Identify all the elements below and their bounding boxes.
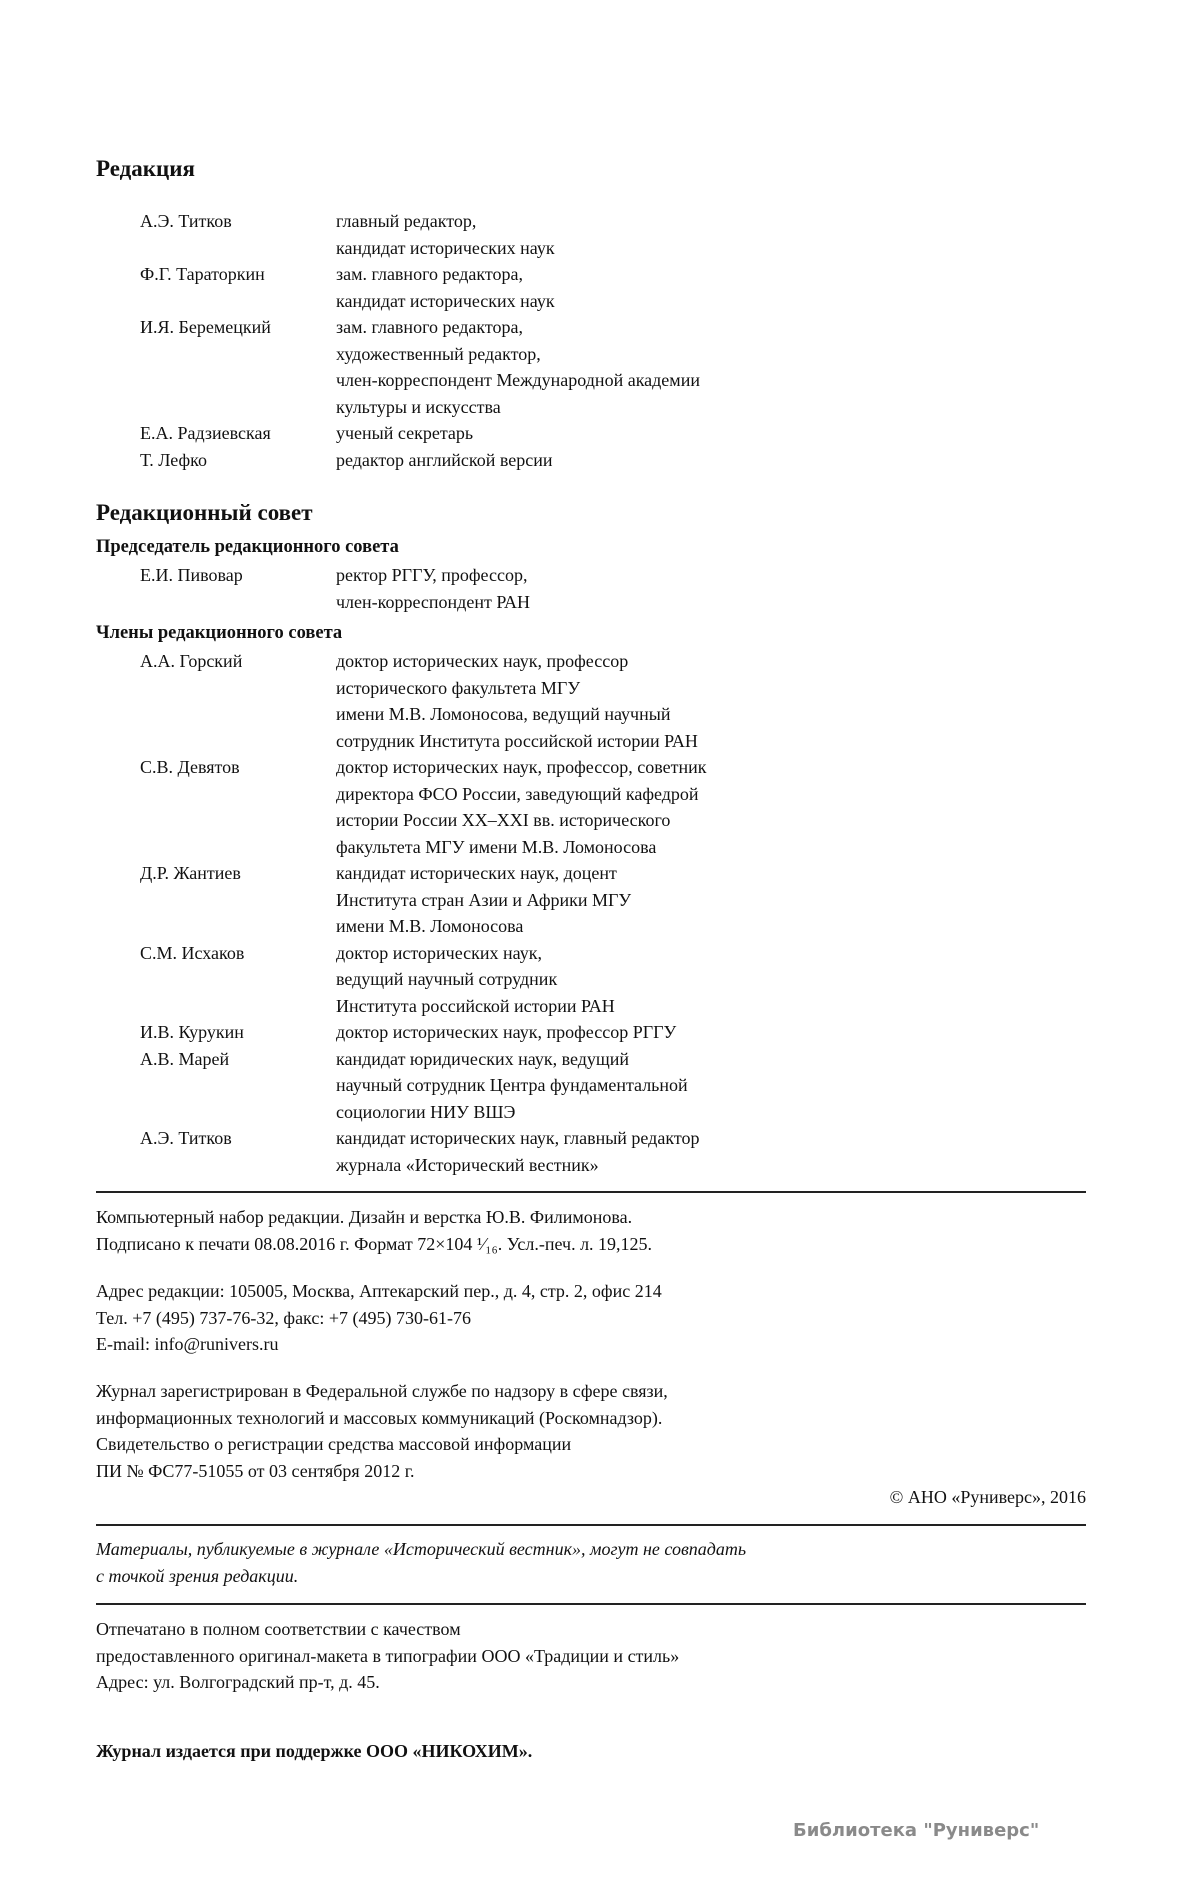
person-row [0, 940, 1200, 967]
person-row [0, 993, 1200, 1020]
person-role: художественный редактор, [336, 343, 541, 364]
person-row [0, 887, 1200, 914]
person-role: Института стран Азии и Африки МГУ [336, 889, 632, 910]
person-row [0, 1125, 1200, 1152]
person-name: Е.И. Пивовар [140, 565, 243, 585]
person-role: зам. главного редактора, [336, 317, 524, 337]
person-row [0, 913, 1200, 940]
person-role: доктор исторических наук, профессор РГГУ [336, 1022, 677, 1042]
disclaimer [96, 1536, 746, 1589]
text-line: Свидетельство о регистрации средства массовой информации [96, 1434, 572, 1454]
person-name: А.Э. Титков [140, 211, 232, 231]
person-role: ведущий научный сотрудник [336, 969, 558, 989]
person-row [0, 420, 1200, 447]
person-name: Т. Лефко [140, 449, 207, 470]
text-line: Тел. +7 (495) 737-76-32, факс: +7 (495) 730-61-76 [96, 1307, 471, 1328]
text-line: информационных технологий и массовых коммуникаций (Роскомнадзор). [96, 1407, 663, 1428]
person-row [0, 261, 1200, 288]
person-row [0, 314, 1200, 341]
person-row [0, 589, 1200, 616]
person-row [0, 834, 1200, 861]
person-name: С.В. Девятов [140, 757, 240, 777]
chair-heading: Председатель редакционного совета [96, 537, 399, 557]
person-role: доктор исторических наук, [336, 942, 542, 963]
support-note: Журнал издается при поддержке ООО «НИКОХИМ». [96, 1741, 533, 1761]
board-heading: Редакционный совет [96, 500, 313, 525]
person-role: социологии НИУ ВШЭ [336, 1101, 516, 1122]
person-row [0, 367, 1200, 394]
person-row [0, 447, 1200, 474]
text-line: Отпечатано в полном соответствии с качеством [96, 1619, 461, 1639]
board-members-list [0, 648, 1200, 1178]
copyright: © АНО «Руниверс», 2016 [889, 1487, 1086, 1507]
person-role: главный редактор, [336, 211, 477, 231]
members-heading: Члены редакционного совета [96, 623, 343, 643]
person-name: А.В. Марей [140, 1048, 230, 1069]
person-role: доктор исторических наук, профессор [336, 651, 629, 671]
text-line: ПИ № ФС77-51055 от 03 сентября 2012 г. [96, 1460, 415, 1481]
person-role: исторического факультета МГУ [336, 677, 581, 698]
person-row [0, 1019, 1200, 1046]
person-role: редактор английской версии [336, 449, 553, 470]
person-role: научный сотрудник Центра фундаментальной [336, 1075, 688, 1095]
person-role: имени М.В. Ломоносова, ведущий научный [336, 704, 671, 724]
person-role: факультета МГУ имени М.В. Ломоносова [336, 836, 657, 857]
text-line: предоставленного оригинал-макета в типографии ООО «Традиции и стиль» [96, 1645, 680, 1666]
text-line: Адрес редакции: 105005, Москва, Аптекарский пер., д. 4, стр. 2, офис 214 [96, 1281, 662, 1301]
person-row [0, 208, 1200, 235]
person-role: имени М.В. Ломоносова [336, 916, 524, 936]
registration-info [96, 1378, 668, 1484]
person-row [0, 235, 1200, 262]
person-role: кандидат исторических наук, главный редактор [336, 1128, 700, 1148]
person-role: журнала «Исторический вестник» [336, 1154, 599, 1175]
person-role: сотрудник Института российской истории РАН [336, 730, 698, 751]
person-name: С.М. Исхаков [140, 942, 245, 963]
divider [96, 1191, 1086, 1193]
text-line: Журнал зарегистрирован в Федеральной службе по надзору в сфере связи, [96, 1381, 668, 1401]
person-name: Д.Р. Жантиев [140, 863, 241, 883]
text-line: с точкой зрения редакции. [96, 1565, 299, 1586]
person-role: ректор РГГУ, профессор, [336, 565, 528, 585]
person-row [0, 1099, 1200, 1126]
person-role: кандидат исторических наук [336, 290, 555, 311]
person-name: И.Я. Беремецкий [140, 317, 271, 337]
person-row [0, 341, 1200, 368]
person-row [0, 1072, 1200, 1099]
library-watermark: Библиотека "Руниверс" [793, 1820, 1040, 1841]
person-row [0, 728, 1200, 755]
person-role: директора ФСО России, заведующий кафедрой [336, 783, 699, 804]
person-name: А.Э. Титков [140, 1128, 232, 1148]
person-name: А.А. Горский [140, 651, 243, 671]
production-info [96, 1204, 652, 1257]
person-row [0, 675, 1200, 702]
person-row [0, 781, 1200, 808]
contacts-info [96, 1278, 662, 1358]
person-role: член-корреспондент РАН [336, 591, 531, 612]
editorial-heading: Редакция [96, 156, 195, 181]
person-row [0, 701, 1200, 728]
person-role: истории России XX–XXI вв. исторического [336, 810, 671, 830]
person-row [0, 807, 1200, 834]
text-line: Подписано к печати 08.08.2016 г. Формат 72×104 ¹⁄₁₆. Усл.-печ. л. 19,125. [96, 1233, 653, 1254]
person-row [0, 966, 1200, 993]
person-role: Института российской истории РАН [336, 995, 615, 1016]
person-row [0, 648, 1200, 675]
person-row [0, 288, 1200, 315]
person-name: И.В. Курукин [140, 1022, 244, 1042]
person-row [0, 754, 1200, 781]
person-role: кандидат исторических наук, доцент [336, 863, 617, 883]
person-role: зам. главного редактора, [336, 264, 524, 284]
person-role: член-корреспондент Международной академии [336, 370, 700, 390]
text-line: E-mail: info@runivers.ru [96, 1334, 279, 1354]
divider [96, 1603, 1086, 1605]
text-line: Адрес: ул. Волгоградский пр-т, д. 45. [96, 1672, 380, 1692]
person-row [0, 860, 1200, 887]
person-role: культуры и искусства [336, 396, 501, 417]
person-role: доктор исторических наук, профессор, советник [336, 757, 707, 777]
person-row [0, 1152, 1200, 1179]
text-line: Материалы, публикуемые в журнале «Исторический вестник», могут не совпадать [96, 1539, 747, 1559]
printing-info [96, 1616, 679, 1696]
person-role: кандидат юридических наук, ведущий [336, 1048, 630, 1069]
chair-list [0, 562, 1200, 615]
person-row [0, 394, 1200, 421]
person-role: кандидат исторических наук [336, 237, 555, 258]
person-role: ученый секретарь [336, 423, 474, 443]
person-row [0, 1046, 1200, 1073]
person-name: Е.А. Радзиевская [140, 423, 271, 443]
editorial-list [0, 208, 1200, 473]
text-line: Компьютерный набор редакции. Дизайн и верстка Ю.В. Филимонова. [96, 1207, 633, 1227]
divider [96, 1524, 1086, 1526]
person-row [0, 562, 1200, 589]
person-name: Ф.Г. Тараторкин [140, 264, 265, 284]
